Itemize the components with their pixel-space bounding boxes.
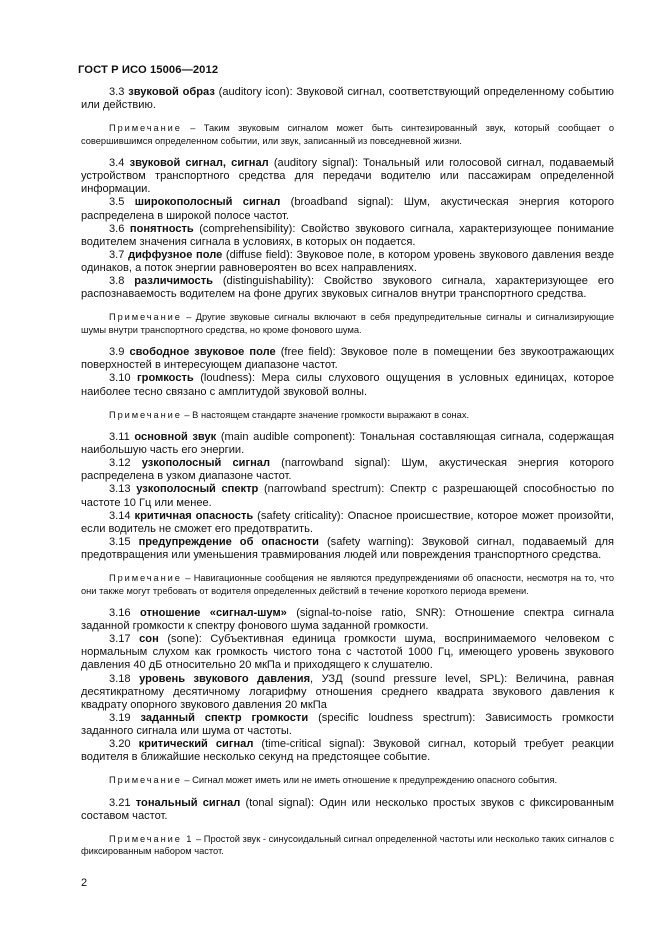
- note-text: – Простой звук - синусоидальный сигнал определенной частоты или несколько таких сигналов с фиксированным набором частот.: [81, 833, 614, 857]
- term-number: 3.6: [109, 222, 125, 235]
- term-entry-3-7: [81, 249, 614, 275]
- term-entry-3-21: [81, 797, 614, 823]
- term-entry-3-19: [81, 712, 614, 738]
- term-entry-3-3: [81, 86, 614, 112]
- note-text: – Сигнал может иметь или не иметь отношение к предупреждению опасного события.: [184, 775, 558, 786]
- term-entry-3-17: [81, 633, 614, 672]
- term-definition: (narrowband spectrum): Спектр с разрешающей способностью по частоте 10 Гц или менее.: [81, 483, 614, 509]
- page-number: 2: [81, 877, 88, 889]
- term-number: 3.20: [109, 737, 131, 750]
- term-number: 3.21: [109, 796, 131, 809]
- term-number: 3.16: [109, 607, 131, 620]
- term-definition: (auditory icon): Звуковой сигнал, соответствующий определенному событию или действию.: [81, 86, 614, 112]
- term-entry-3-20: [81, 738, 614, 764]
- term-number: 3.18: [109, 672, 131, 685]
- term-name: громкость: [137, 372, 194, 385]
- term-name: сон: [139, 633, 159, 646]
- term-entry-3-14: [81, 510, 614, 536]
- note-text: – В настоящем стандарте значение громкости выражают в сонах.: [184, 409, 470, 420]
- note-label: Примечание: [109, 312, 182, 323]
- term-definition: (main audible component): Тональная составляющая сигнала, содержащая наибольшую часть его энергии.: [81, 431, 614, 457]
- term-number: 3.14: [109, 509, 131, 522]
- note: [81, 774, 614, 787]
- term-name: свободное звуковое поле: [129, 346, 276, 359]
- term-entry-3-8: [81, 275, 614, 301]
- term-definition: (tonal signal): Один или несколько простых звуков с фиксированным составом частот.: [81, 796, 614, 822]
- note: [81, 122, 614, 147]
- term-definition: (loudness): Мера силы слухового ощущения в условных единицах, которое наиболее тесно связано с амплитудой звуковой волны.: [81, 372, 614, 398]
- term-number: 3.5: [109, 196, 125, 209]
- term-name: широкополосный сигнал: [134, 196, 281, 209]
- term-name: заданный спектр громкости: [140, 711, 309, 724]
- term-name: тональный сигнал: [135, 796, 241, 809]
- note: [81, 311, 614, 336]
- term-number: 3.10: [109, 372, 131, 385]
- term-number: 3.13: [109, 483, 131, 496]
- term-name: звуковой сигнал, сигнал: [129, 157, 269, 170]
- note: [81, 572, 614, 597]
- term-definition: (broadband signal): Шум, акустическая энергия которого распределена в широкой полосе частот.: [81, 196, 615, 222]
- term-definition: (distinguishability): Свойство звукового сигнала, характеризующее его распознаваемость водителем на фоне других звуковых сигналов внутри транспортного средства.: [81, 275, 614, 301]
- term-entry-3-15: [81, 536, 614, 562]
- term-number: 3.12: [109, 457, 131, 470]
- term-name: узкополосный сигнал: [141, 457, 270, 470]
- term-entry-3-11: [81, 431, 614, 457]
- term-name: предупреждение об опасности: [138, 535, 319, 548]
- term-number: 3.19: [109, 711, 131, 724]
- term-name: различимость: [134, 275, 213, 288]
- term-name: узкополосный спектр: [136, 483, 259, 496]
- term-definition: , УЗД (sound pressure level, SPL): Величина, равная десятикратному десятичному логарифму отношения среднего квадрата звукового давления к квадрату опорного звукового давления 20 мкПа: [81, 672, 614, 711]
- term-number: 3.3: [109, 86, 125, 98]
- term-entry-3-4: [81, 157, 614, 196]
- term-definition: (sone): Субъективная единица громкости шума, воспринимаемого человеком с нормальным слухом как громкость чистого тона с частотой 1000 Гц, имеющего уровень звукового давления 40 дБ относительно 20 мкПа и приходящего к слушателю.: [81, 633, 614, 672]
- term-name: основной звук: [134, 431, 217, 444]
- note: [81, 833, 614, 858]
- term-entry-3-5: [81, 196, 614, 222]
- note-text: – Таким звуковым сигналом может быть синтезированный звук, который сообщает о совершившимся определенном событии, или звук, записанный из повседневной жизни.: [81, 123, 614, 146]
- term-name: критичная опасность: [134, 509, 254, 522]
- term-definition: (safety warning): Звуковой сигнал, подаваемый для предотвращения или уменьшения травмирования людей или повреждения транспортного средства.: [81, 535, 614, 561]
- term-number: 3.7: [109, 248, 125, 261]
- term-number: 3.15: [109, 535, 131, 548]
- term-name: диффузное поле: [128, 248, 223, 261]
- term-name: понятность: [129, 222, 194, 235]
- term-entry-3-12: [81, 457, 614, 483]
- term-name: отношение «сигнал-шум»: [139, 607, 287, 620]
- term-name: звуковой образ: [128, 86, 215, 98]
- term-number: 3.4: [109, 157, 125, 170]
- note: [81, 409, 614, 422]
- term-name: уровень звукового давления: [139, 672, 311, 685]
- note-text: – Навигационные сообщения не являются предупреждениями об опасности, несмотря на то, что они также могут требовать от водителя определенных действий в течение короткого периода времени.: [81, 573, 614, 596]
- term-entry-3-10: [81, 372, 614, 398]
- term-entry-3-13: [81, 483, 614, 509]
- term-definition: (safety criticality): Опасное происшествие, которое может произойти, если водитель не сможет его предотвратить.: [81, 509, 614, 535]
- note-label: Примечание: [109, 123, 182, 134]
- note-text: – Другие звуковые сигналы включают в себя предупредительные сигналы и сигнализирующие шумы внутри транспортного средства, но кроме фонового шума.: [81, 312, 614, 335]
- term-definition: (free field): Звуковое поле в помещении без звукоотражающих поверхностей в интересующем диапазоне частот.: [81, 346, 614, 372]
- note-label: Примечание: [109, 409, 182, 420]
- term-number: 3.8: [109, 275, 125, 288]
- note-label: Примечание 1: [109, 833, 194, 844]
- term-definition: (narrowband signal): Шум, акустическая энергия которого распределена в узком диапазоне частот.: [81, 457, 614, 483]
- term-definition: (time-critical signal): Звуковой сигнал, который требует реакции водителя в ближайшие несколько секунд на предстоящее событие.: [81, 737, 614, 764]
- term-definition: (auditory signal): Тональный или голосовой сигнал, подаваемый устройством транспортного средства для передачи водителю или пассажирам определенной информации.: [81, 157, 615, 196]
- note-label: Примечание: [109, 775, 182, 786]
- term-entry-3-16: [81, 607, 614, 633]
- document-body: [81, 86, 614, 858]
- term-name: критический сигнал: [138, 737, 254, 750]
- term-definition: (diffuse field): Звуковое поле, в котором уровень звукового давления везде одинаков, а поток энергии равновероятен во всех направлениях.: [81, 248, 614, 274]
- term-number: 3.9: [109, 346, 125, 359]
- document-header: ГОСТ Р ИСО 15006—2012: [78, 64, 219, 76]
- term-entry-3-9: [81, 346, 614, 372]
- term-number: 3.17: [109, 633, 131, 646]
- term-definition: (comprehensibility): Свойство звукового сигнала, характеризующее понимание водителем значения сигнала в условиях, в которых он подается.: [81, 222, 614, 248]
- term-definition: (specific loudness spectrum): Зависимость громкости заданного сигнала или шума от частоты.: [81, 711, 614, 737]
- term-number: 3.11: [109, 431, 130, 444]
- term-definition: (signal-to-noise ratio, SNR): Отношение спектра сигнала заданной громкости к спектру фонового шума заданной громкости.: [81, 607, 614, 633]
- term-entry-3-18: [81, 673, 614, 712]
- note-label: Примечание: [109, 573, 182, 584]
- term-entry-3-6: [81, 223, 614, 249]
